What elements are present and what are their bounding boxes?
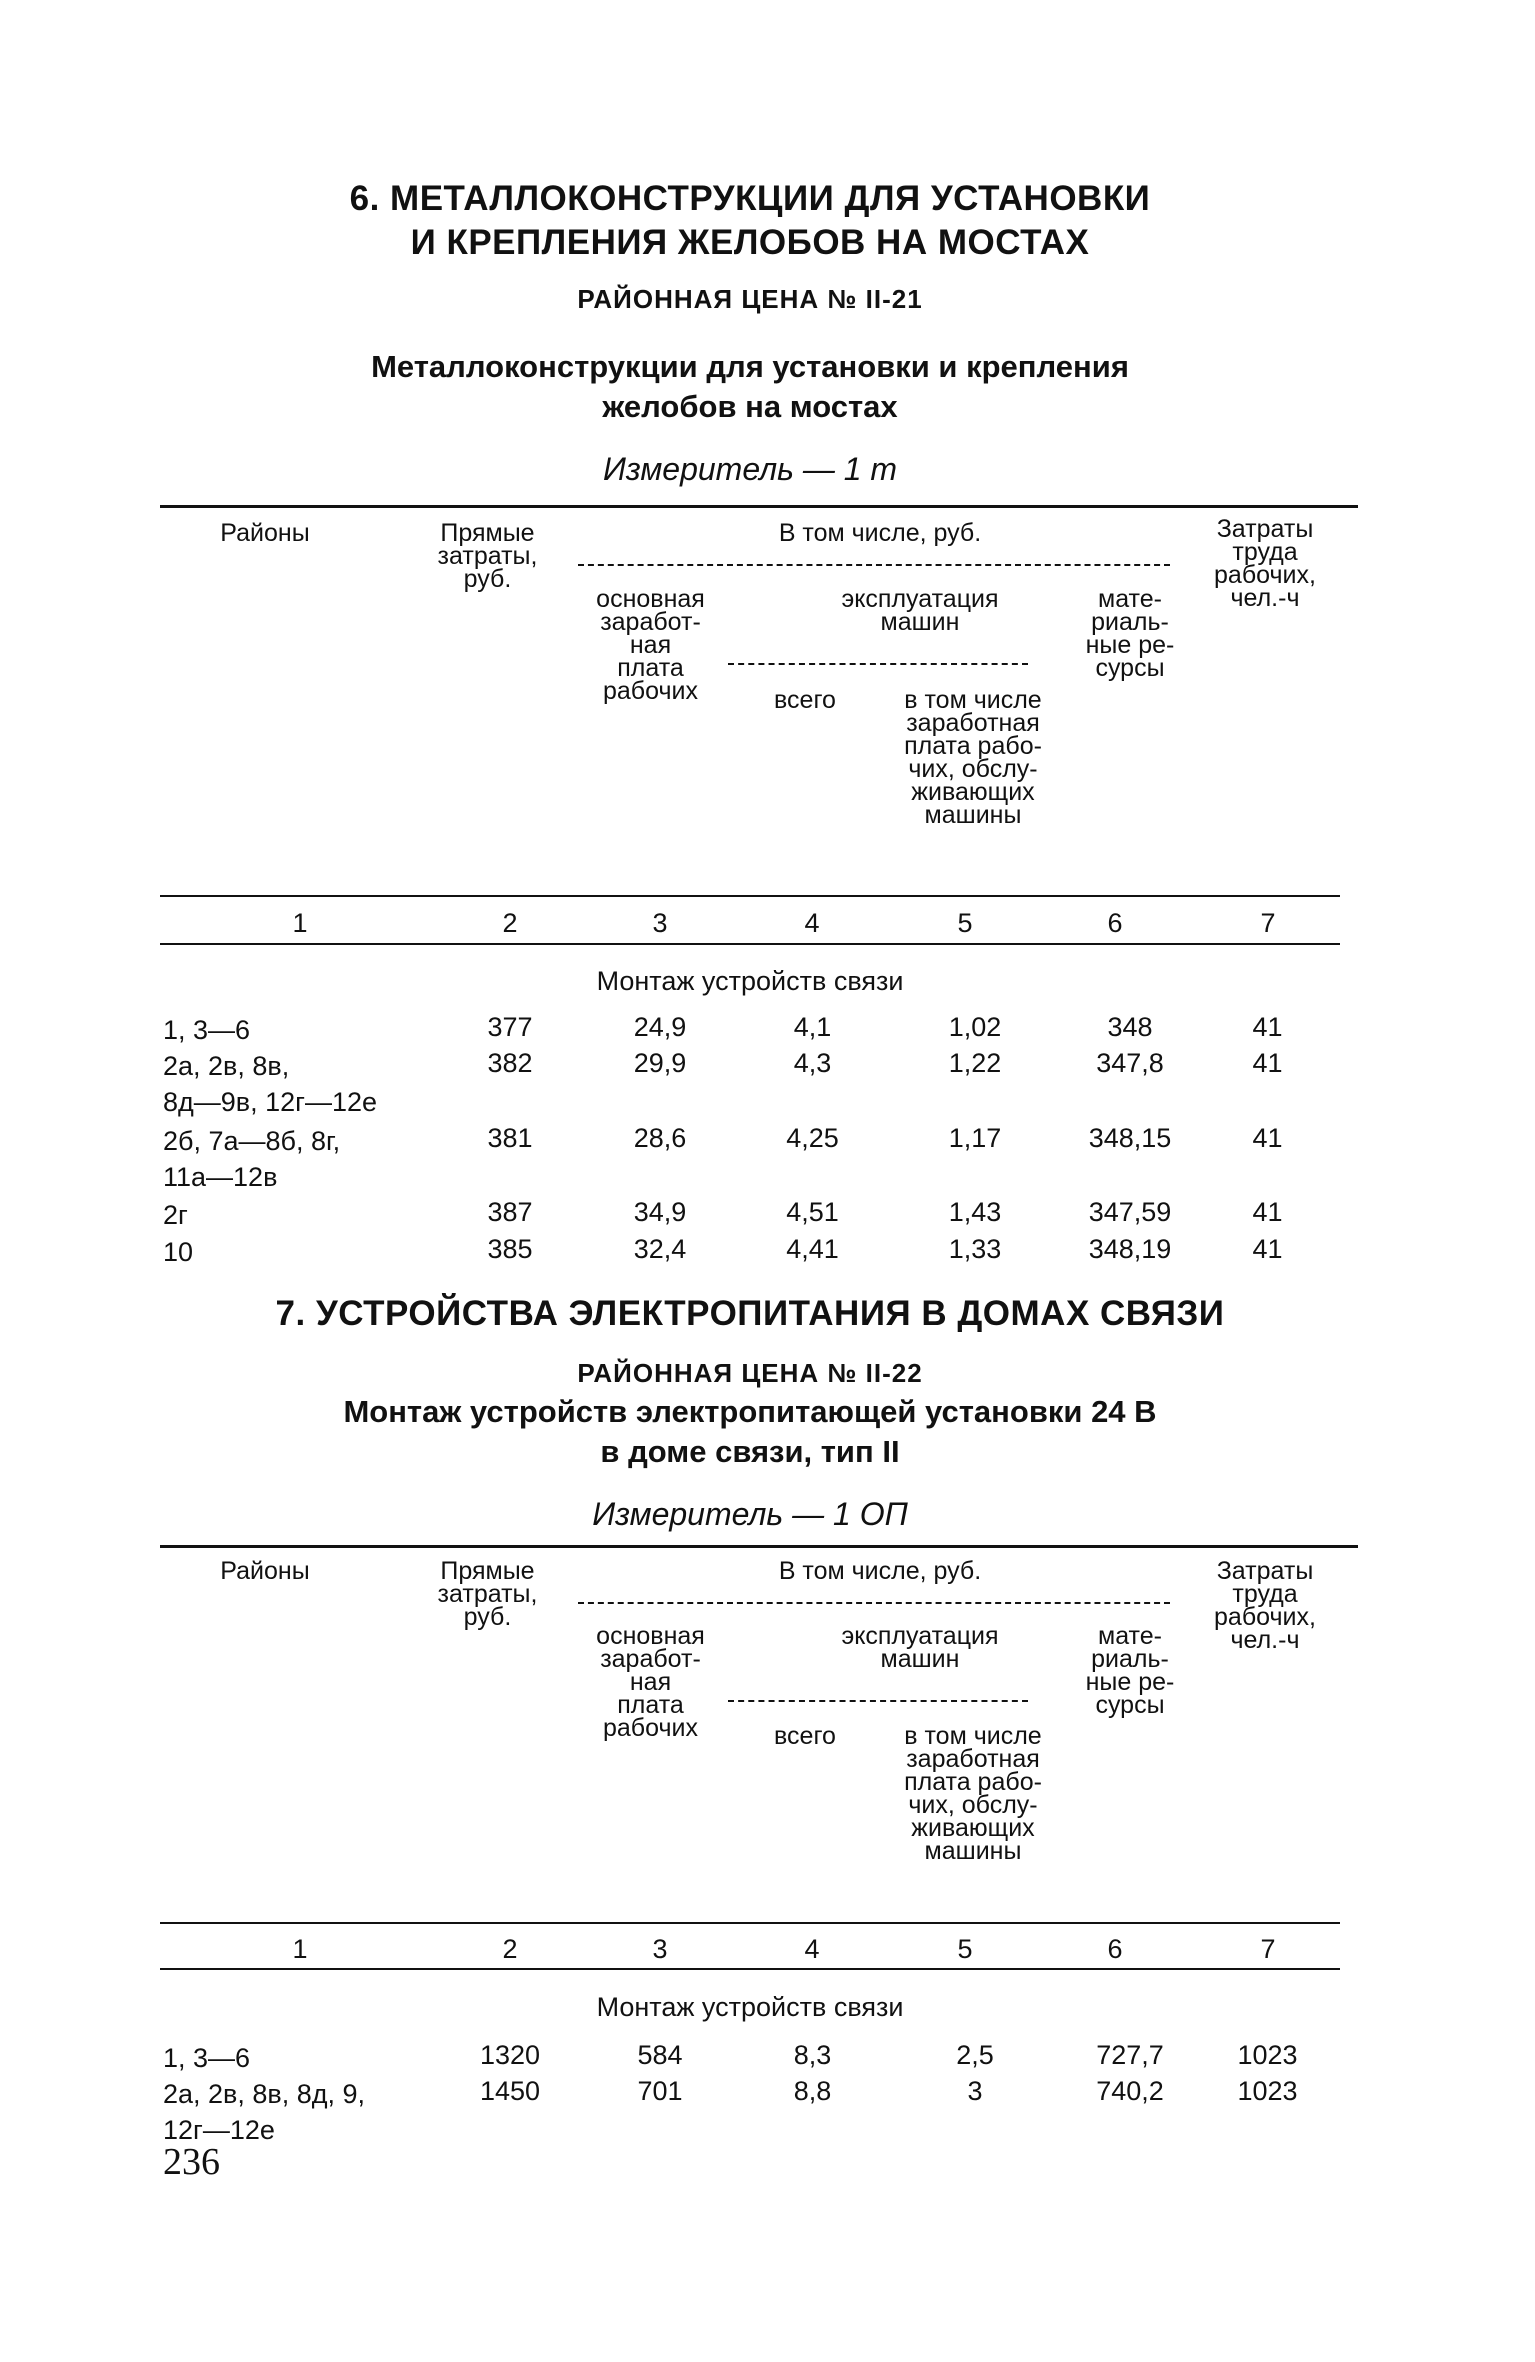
cell-region: 1, 3—6 (163, 2043, 251, 2073)
cell-labor: 41 (1252, 1123, 1283, 1153)
cell-wage: 28,6 (633, 1123, 687, 1153)
table2-colnum: 6 (1107, 1934, 1123, 1964)
page-number: 236 (163, 2141, 220, 2183)
cell-mach-total: 4,41 (786, 1234, 839, 1264)
table2-header-machines: эксплуатация машин (841, 1622, 999, 1673)
table1-header-direct-costs: Прямые затраты, руб. (437, 519, 538, 593)
cell-labor: 1023 (1237, 2076, 1298, 2106)
cell-mach-wage: 1,02 (948, 1012, 1002, 1042)
cell-labor: 41 (1252, 1012, 1283, 1042)
table2-header-base-wage: основная заработ- ная плата рабочих (596, 1622, 705, 1742)
table2-machines-divider (728, 1700, 1028, 1702)
cell-wage: 584 (637, 2040, 683, 2070)
cell-mach-wage: 1,17 (948, 1123, 1002, 1153)
cell-mach-total: 4,3 (793, 1048, 832, 1078)
cell-materials: 348,15 (1088, 1123, 1172, 1153)
table2-header-labor: Затраты труда рабочих, чел.-ч (1214, 1557, 1316, 1654)
cell-materials: 740,2 (1096, 2076, 1164, 2106)
section7-measure: Измеритель — 1 ОП (592, 1496, 908, 1532)
section6-title-line2: И КРЕПЛЕНИЯ ЖЕЛОБОВ НА МОСТАХ (410, 223, 1090, 262)
cell-wage: 29,9 (633, 1048, 687, 1078)
cell-mach-wage: 2,5 (956, 2040, 994, 2070)
table1-colnum: 3 (652, 908, 668, 938)
table1-colnum: 4 (804, 908, 820, 938)
cell-region: 1, 3—6 (163, 1015, 251, 1045)
table2-colnum: 2 (502, 1934, 518, 1964)
cell-labor: 41 (1252, 1234, 1283, 1264)
cell-mach-wage: 3 (967, 2076, 983, 2106)
table2-header-regions: Районы (220, 1557, 310, 1585)
table1-header-bottom-rule (160, 895, 1340, 897)
cell-region: 10 (163, 1237, 194, 1267)
table1-group-label: Монтаж устройств связи (596, 966, 904, 996)
cell-region: 2а, 2в, 8в, 8д, 9, 12г—12е (163, 2079, 366, 2145)
table1-header-materials: мате- риаль- ные ре- сурсы (1085, 585, 1175, 682)
section7-table-title-line1: Монтаж устройств электропитающей установки 24 В (343, 1394, 1157, 1429)
cell-region: 2а, 2в, 8в, 8д—9в, 12г—12е (163, 1051, 378, 1117)
table1-header-including: В том числе, руб. (778, 519, 982, 547)
cell-materials: 347,8 (1096, 1048, 1164, 1078)
section6-table-title-line1: Металлоконструкции для установки и крепления (371, 349, 1129, 384)
cell-direct: 1320 (479, 2040, 541, 2070)
table1-colnum: 7 (1260, 908, 1276, 938)
cell-mach-wage: 1,33 (948, 1234, 1002, 1264)
table1-header-regions: Районы (220, 519, 310, 547)
section7-table-title-line2: в доме связи, тип II (600, 1434, 900, 1469)
table2-colnum: 5 (957, 1934, 973, 1964)
cell-region: 2б, 7а—8б, 8г, 11а—12в (163, 1126, 341, 1192)
table1-colnum: 1 (292, 908, 308, 938)
table2-header-direct-costs: Прямые затраты, руб. (437, 1557, 538, 1631)
table2-header-incl-wage: в том числе заработная плата рабо- чих, обслу- живающих машины (904, 1722, 1042, 1865)
cell-mach-total: 4,51 (786, 1197, 839, 1227)
table1-header-base-wage: основная заработ- ная плата рабочих (596, 585, 705, 705)
cell-materials: 727,7 (1096, 2040, 1164, 2070)
cell-materials: 348 (1107, 1012, 1153, 1042)
cell-labor: 41 (1252, 1197, 1283, 1227)
table1-header-incl-wage: в том числе заработная плата рабо- чих, обслу- живающих машины (904, 686, 1042, 829)
table1-machines-divider (728, 663, 1028, 665)
table1-header-divider (578, 564, 1170, 566)
table2-colnum-rule (160, 1968, 1340, 1970)
cell-mach-wage: 1,43 (948, 1197, 1002, 1227)
table1-colnum: 5 (957, 908, 973, 938)
cell-direct: 385 (487, 1234, 533, 1264)
table2-header-materials: мате- риаль- ные ре- сурсы (1085, 1622, 1175, 1719)
cell-region: 2г (163, 1200, 188, 1230)
table1-colnum: 6 (1107, 908, 1123, 938)
table1-header-machines: эксплуатация машин (841, 585, 999, 636)
table1-top-rule (160, 505, 1358, 508)
table2-header-bottom-rule (160, 1922, 1340, 1924)
table2-colnum: 3 (652, 1934, 668, 1964)
cell-direct: 1450 (479, 2076, 541, 2106)
table1-colnum-rule (160, 943, 1340, 945)
table2-group-label: Монтаж устройств связи (596, 1992, 904, 2022)
cell-labor: 41 (1252, 1048, 1283, 1078)
cell-mach-total: 8,8 (793, 2076, 832, 2106)
cell-mach-wage: 1,22 (948, 1048, 1002, 1078)
table2-header-divider (578, 1602, 1170, 1604)
cell-materials: 348,19 (1088, 1234, 1172, 1264)
table2-colnum: 7 (1260, 1934, 1276, 1964)
cell-direct: 381 (487, 1123, 533, 1153)
cell-mach-total: 4,25 (786, 1123, 839, 1153)
cell-wage: 701 (637, 2076, 683, 2106)
table2-colnum: 4 (804, 1934, 820, 1964)
table1-colnum: 2 (502, 908, 518, 938)
table2-header-including: В том числе, руб. (778, 1557, 982, 1585)
cell-wage: 32,4 (633, 1234, 687, 1264)
section7-title: 7. УСТРОЙСТВА ЭЛЕКТРОПИТАНИЯ В ДОМАХ СВЯЗИ (275, 1294, 1225, 1333)
cell-materials: 347,59 (1088, 1197, 1172, 1227)
cell-labor: 1023 (1237, 2040, 1298, 2070)
table2-colnum: 1 (292, 1934, 308, 1964)
cell-mach-total: 4,1 (793, 1012, 832, 1042)
section7-price-code: РАЙОННАЯ ЦЕНА № II-22 (577, 1358, 923, 1388)
cell-direct: 377 (487, 1012, 533, 1042)
section6-price-code: РАЙОННАЯ ЦЕНА № II-21 (577, 284, 923, 314)
cell-direct: 382 (487, 1048, 533, 1078)
cell-mach-total: 8,3 (793, 2040, 832, 2070)
section6-title-line1: 6. МЕТАЛЛОКОНСТРУКЦИИ ДЛЯ УСТАНОВКИ (349, 179, 1151, 218)
table1-header-labor: Затраты труда рабочих, чел.-ч (1214, 515, 1316, 612)
section6-measure: Измеритель — 1 т (602, 451, 898, 487)
table2-header-total: всего (774, 1722, 836, 1750)
cell-wage: 34,9 (633, 1197, 687, 1227)
section6-table-title-line2: желобов на мостах (602, 389, 898, 424)
table1-header-total: всего (774, 686, 836, 714)
cell-direct: 387 (487, 1197, 533, 1227)
table2-top-rule (160, 1545, 1358, 1548)
cell-wage: 24,9 (633, 1012, 687, 1042)
